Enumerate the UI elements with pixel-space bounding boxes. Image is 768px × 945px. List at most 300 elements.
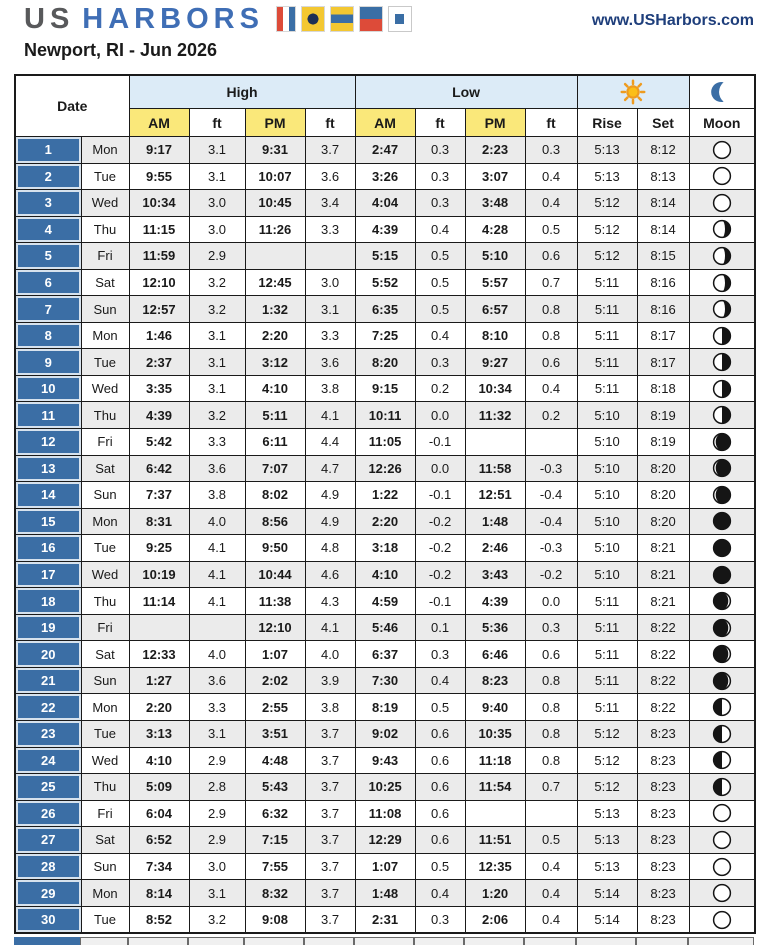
low-am-time: 2:20 <box>355 508 415 535</box>
weekday: Thu <box>81 216 129 243</box>
high-pm-time: 7:55 <box>245 853 305 880</box>
table-row <box>15 641 755 668</box>
low-pm-time: 6:46 <box>465 641 525 668</box>
low-pm-height: 0.5 <box>525 827 577 854</box>
high-am-height: 4.1 <box>189 561 245 588</box>
low-am-time: 11:05 <box>355 429 415 456</box>
crescent-moon-icon <box>690 80 755 104</box>
high-am-time: 12:33 <box>129 641 189 668</box>
moon-phase-icon <box>689 216 755 243</box>
high-pm-time: 6:11 <box>245 429 305 456</box>
high-am-time: 5:09 <box>129 774 189 801</box>
high-pm-ft-header: ft <box>305 109 355 137</box>
sunset-time: 8:23 <box>637 880 689 907</box>
day-number: 20 <box>15 641 81 668</box>
sunset-time: 8:13 <box>637 163 689 190</box>
high-am-height: 3.2 <box>189 269 245 296</box>
high-pm-time: 7:15 <box>245 827 305 854</box>
high-am-height: 3.1 <box>189 322 245 349</box>
low-am-height: 0.5 <box>415 853 465 880</box>
low-pm-height: 0.4 <box>525 375 577 402</box>
weekday: Sat <box>81 269 129 296</box>
table-row <box>15 429 755 456</box>
high-am-height: 4.0 <box>189 508 245 535</box>
high-pm-height <box>305 243 355 270</box>
low-pm-time: 11:54 <box>465 774 525 801</box>
high-pm-height: 3.8 <box>305 375 355 402</box>
table-row <box>15 482 755 509</box>
low-pm-time: 8:10 <box>465 322 525 349</box>
high-am-time: 8:31 <box>129 508 189 535</box>
moon-phase-icon <box>689 641 755 668</box>
high-pm-time: 6:32 <box>245 800 305 827</box>
low-pm-time: 3:48 <box>465 190 525 217</box>
sunrise-time: 5:11 <box>577 375 637 402</box>
high-pm-time: 4:10 <box>245 375 305 402</box>
high-pm-height: 3.7 <box>305 906 355 933</box>
high-am-height: 3.2 <box>189 906 245 933</box>
low-pm-time: 10:35 <box>465 721 525 748</box>
table-row <box>15 296 755 323</box>
low-am-header: AM <box>355 109 415 137</box>
table-row <box>15 906 755 933</box>
sunset-time: 8:23 <box>637 747 689 774</box>
sunset-time: 8:20 <box>637 482 689 509</box>
low-pm-height: 0.3 <box>525 614 577 641</box>
sunset-time: 8:23 <box>637 721 689 748</box>
weekday: Mon <box>81 322 129 349</box>
table-row <box>15 853 755 880</box>
sunset-time: 8:23 <box>637 853 689 880</box>
low-am-height: 0.3 <box>415 641 465 668</box>
day-number: 12 <box>15 429 81 456</box>
low-am-time: 11:08 <box>355 800 415 827</box>
moon-phase-icon <box>689 800 755 827</box>
weekday: Sat <box>81 827 129 854</box>
low-am-height: 0.6 <box>415 747 465 774</box>
low-am-time: 9:43 <box>355 747 415 774</box>
table-row <box>15 614 755 641</box>
low-am-time: 2:47 <box>355 137 415 164</box>
moon-phase-icon <box>689 853 755 880</box>
moon-phase-icon <box>689 402 755 429</box>
day-number: 9 <box>15 349 81 376</box>
high-am-height: 3.1 <box>189 721 245 748</box>
low-pm-height: 0.8 <box>525 694 577 721</box>
cut-off-cell <box>80 937 128 945</box>
high-pm-time: 5:43 <box>245 774 305 801</box>
day-number: 1 <box>15 137 81 164</box>
low-pm-time: 11:18 <box>465 747 525 774</box>
high-am-height: 2.9 <box>189 827 245 854</box>
day-number: 21 <box>15 667 81 694</box>
high-pm-height: 3.7 <box>305 853 355 880</box>
sunrise-header: Rise <box>577 109 637 137</box>
moon-phase-icon <box>689 455 755 482</box>
high-am-time: 6:04 <box>129 800 189 827</box>
high-am-time: 10:34 <box>129 190 189 217</box>
weekday: Wed <box>81 747 129 774</box>
cut-off-cell <box>576 937 636 945</box>
day-number: 16 <box>15 535 81 562</box>
moon-phase-icon <box>689 429 755 456</box>
sunrise-time: 5:11 <box>577 269 637 296</box>
high-pm-time: 4:48 <box>245 747 305 774</box>
weekday: Mon <box>81 508 129 535</box>
moon-phase-icon <box>689 508 755 535</box>
low-am-height: -0.1 <box>415 429 465 456</box>
low-am-time: 9:15 <box>355 375 415 402</box>
day-number: 15 <box>15 508 81 535</box>
weekday: Sun <box>81 853 129 880</box>
day-number: 29 <box>15 880 81 907</box>
high-am-height <box>189 614 245 641</box>
high-am-time: 4:10 <box>129 747 189 774</box>
cut-off-cell <box>464 937 524 945</box>
low-am-time: 6:37 <box>355 641 415 668</box>
low-am-height: 0.6 <box>415 774 465 801</box>
high-pm-height: 3.3 <box>305 216 355 243</box>
high-am-time: 6:52 <box>129 827 189 854</box>
low-am-time: 1:48 <box>355 880 415 907</box>
sunrise-time: 5:14 <box>577 906 637 933</box>
date-column-header: Date <box>15 75 129 137</box>
low-pm-time: 2:06 <box>465 906 525 933</box>
high-pm-height: 3.1 <box>305 296 355 323</box>
low-am-height: 0.3 <box>415 349 465 376</box>
day-number: 14 <box>15 482 81 509</box>
low-pm-time: 9:40 <box>465 694 525 721</box>
low-pm-time: 11:58 <box>465 455 525 482</box>
high-am-header: AM <box>129 109 189 137</box>
table-row <box>15 163 755 190</box>
weekday: Mon <box>81 137 129 164</box>
low-pm-time: 2:46 <box>465 535 525 562</box>
low-pm-time: 5:10 <box>465 243 525 270</box>
day-number: 2 <box>15 163 81 190</box>
high-pm-time: 3:51 <box>245 721 305 748</box>
echo-flag-icon <box>359 6 383 32</box>
low-am-time: 2:31 <box>355 906 415 933</box>
high-am-time: 10:19 <box>129 561 189 588</box>
low-pm-height: 0.4 <box>525 853 577 880</box>
low-am-time: 12:26 <box>355 455 415 482</box>
sunset-time: 8:23 <box>637 827 689 854</box>
table-row <box>15 402 755 429</box>
low-pm-time: 5:57 <box>465 269 525 296</box>
high-am-time: 1:27 <box>129 667 189 694</box>
day-number: 30 <box>15 906 81 933</box>
high-pm-time: 11:38 <box>245 588 305 615</box>
sunrise-time: 5:13 <box>577 163 637 190</box>
high-pm-height: 4.3 <box>305 588 355 615</box>
sunrise-time: 5:10 <box>577 535 637 562</box>
weekday: Fri <box>81 800 129 827</box>
sunset-time: 8:12 <box>637 137 689 164</box>
low-pm-height: -0.2 <box>525 561 577 588</box>
high-pm-time: 5:11 <box>245 402 305 429</box>
high-pm-height: 4.1 <box>305 614 355 641</box>
logo-us-text: US <box>24 3 75 35</box>
low-am-time: 7:30 <box>355 667 415 694</box>
weekday: Fri <box>81 614 129 641</box>
website-link[interactable]: www.USHarbors.com <box>591 12 754 29</box>
high-pm-height: 4.9 <box>305 508 355 535</box>
weekday: Tue <box>81 349 129 376</box>
low-am-height: 0.6 <box>415 800 465 827</box>
high-pm-time: 12:10 <box>245 614 305 641</box>
high-pm-height: 3.7 <box>305 721 355 748</box>
high-pm-time: 10:07 <box>245 163 305 190</box>
high-pm-time: 9:50 <box>245 535 305 562</box>
high-tide-section-header: High <box>129 75 355 109</box>
low-pm-height: -0.3 <box>525 535 577 562</box>
cut-off-cell <box>354 937 414 945</box>
sunrise-time: 5:11 <box>577 641 637 668</box>
weekday: Mon <box>81 880 129 907</box>
weekday: Tue <box>81 906 129 933</box>
high-am-time: 3:13 <box>129 721 189 748</box>
high-am-time: 11:59 <box>129 243 189 270</box>
high-am-height: 3.1 <box>189 137 245 164</box>
sunrise-time: 5:10 <box>577 482 637 509</box>
low-pm-time: 1:20 <box>465 880 525 907</box>
low-am-time: 4:04 <box>355 190 415 217</box>
high-am-time: 3:35 <box>129 375 189 402</box>
table-row <box>15 880 755 907</box>
weekday: Sat <box>81 641 129 668</box>
sun-icon <box>578 79 689 105</box>
weekday: Sun <box>81 296 129 323</box>
day-number: 6 <box>15 269 81 296</box>
table-row <box>15 747 755 774</box>
sunset-time: 8:22 <box>637 694 689 721</box>
low-am-time: 5:15 <box>355 243 415 270</box>
sunset-time: 8:18 <box>637 375 689 402</box>
sunset-time: 8:22 <box>637 667 689 694</box>
low-am-time: 8:20 <box>355 349 415 376</box>
weekday: Thu <box>81 402 129 429</box>
low-pm-height: 0.6 <box>525 641 577 668</box>
high-am-ft-header: ft <box>189 109 245 137</box>
low-am-time: 1:22 <box>355 482 415 509</box>
high-am-height: 4.0 <box>189 641 245 668</box>
high-am-height: 3.3 <box>189 429 245 456</box>
sunset-time: 8:14 <box>637 216 689 243</box>
moon-phase-icon <box>689 243 755 270</box>
high-am-time: 9:25 <box>129 535 189 562</box>
high-am-height: 3.6 <box>189 455 245 482</box>
low-pm-time: 9:27 <box>465 349 525 376</box>
sunset-time: 8:14 <box>637 190 689 217</box>
delta-flag-icon <box>330 6 354 32</box>
weekday: Tue <box>81 721 129 748</box>
sunrise-time: 5:10 <box>577 508 637 535</box>
cut-off-cell <box>414 937 464 945</box>
sunrise-time: 5:12 <box>577 774 637 801</box>
sunrise-time: 5:12 <box>577 216 637 243</box>
low-pm-height: 0.6 <box>525 349 577 376</box>
weekday: Fri <box>81 243 129 270</box>
high-am-height: 3.1 <box>189 375 245 402</box>
low-am-height: -0.2 <box>415 535 465 562</box>
high-pm-height: 3.8 <box>305 694 355 721</box>
high-am-time: 6:42 <box>129 455 189 482</box>
high-pm-height: 3.7 <box>305 800 355 827</box>
moon-phase-icon <box>689 880 755 907</box>
logo-harbors-text: HARBORS <box>82 3 264 35</box>
day-number: 3 <box>15 190 81 217</box>
high-pm-height: 4.6 <box>305 561 355 588</box>
sunset-time: 8:21 <box>637 561 689 588</box>
high-am-time: 1:46 <box>129 322 189 349</box>
low-pm-height: 0.4 <box>525 163 577 190</box>
low-am-time: 4:39 <box>355 216 415 243</box>
sunset-time: 8:17 <box>637 349 689 376</box>
usharbors-wordmark <box>24 3 264 35</box>
low-am-height: 0.5 <box>415 243 465 270</box>
day-number: 17 <box>15 561 81 588</box>
low-am-time: 9:02 <box>355 721 415 748</box>
low-am-time: 1:07 <box>355 853 415 880</box>
low-pm-height: 0.4 <box>525 906 577 933</box>
low-am-time: 5:46 <box>355 614 415 641</box>
moon-phase-icon <box>689 827 755 854</box>
sunrise-time: 5:11 <box>577 667 637 694</box>
high-am-time: 4:39 <box>129 402 189 429</box>
high-pm-height: 3.3 <box>305 322 355 349</box>
table-row <box>15 190 755 217</box>
sunset-time: 8:23 <box>637 906 689 933</box>
low-pm-height: 0.8 <box>525 322 577 349</box>
low-pm-height <box>525 800 577 827</box>
high-am-height: 3.0 <box>189 190 245 217</box>
low-pm-time: 12:35 <box>465 853 525 880</box>
sunrise-time: 5:10 <box>577 429 637 456</box>
high-am-time: 12:57 <box>129 296 189 323</box>
sunset-time: 8:21 <box>637 535 689 562</box>
page-title: Newport, RI - Jun 2026 <box>24 40 218 60</box>
high-pm-time: 1:32 <box>245 296 305 323</box>
table-row <box>15 561 755 588</box>
weekday: Wed <box>81 561 129 588</box>
high-pm-time: 8:02 <box>245 482 305 509</box>
moon-phase-icon <box>689 375 755 402</box>
moon-phase-icon <box>689 614 755 641</box>
high-am-time: 2:37 <box>129 349 189 376</box>
weekday: Tue <box>81 535 129 562</box>
tango-flag-icon <box>276 6 296 32</box>
low-pm-time: 8:23 <box>465 667 525 694</box>
low-pm-time: 3:07 <box>465 163 525 190</box>
high-pm-height: 3.7 <box>305 827 355 854</box>
high-pm-height: 4.8 <box>305 535 355 562</box>
low-am-ft-header: ft <box>415 109 465 137</box>
sunrise-time: 5:11 <box>577 322 637 349</box>
weekday: Sun <box>81 482 129 509</box>
sunrise-time: 5:11 <box>577 614 637 641</box>
sunrise-time: 5:10 <box>577 402 637 429</box>
high-am-height: 3.1 <box>189 163 245 190</box>
low-pm-height: 0.7 <box>525 774 577 801</box>
moon-phase-icon <box>689 322 755 349</box>
table-row <box>15 667 755 694</box>
low-am-height: -0.1 <box>415 588 465 615</box>
high-am-height: 4.1 <box>189 535 245 562</box>
sunrise-time: 5:11 <box>577 694 637 721</box>
day-number: 4 <box>15 216 81 243</box>
low-pm-height: 0.4 <box>525 190 577 217</box>
high-pm-height: 4.7 <box>305 455 355 482</box>
sunset-time: 8:16 <box>637 296 689 323</box>
table-row <box>15 827 755 854</box>
moon-phase-icon <box>689 137 755 164</box>
sunrise-time: 5:12 <box>577 721 637 748</box>
low-pm-height: -0.4 <box>525 482 577 509</box>
table-row <box>15 243 755 270</box>
day-number: 13 <box>15 455 81 482</box>
day-number: 22 <box>15 694 81 721</box>
cut-off-cell <box>244 937 304 945</box>
high-pm-time: 9:31 <box>245 137 305 164</box>
low-am-height: 0.1 <box>415 614 465 641</box>
high-pm-height: 3.7 <box>305 747 355 774</box>
low-pm-height: 0.0 <box>525 588 577 615</box>
high-am-time: 9:17 <box>129 137 189 164</box>
tide-table-body <box>15 137 755 934</box>
low-am-height: 0.6 <box>415 721 465 748</box>
low-am-time: 5:52 <box>355 269 415 296</box>
day-number: 10 <box>15 375 81 402</box>
moon-phase-icon <box>689 747 755 774</box>
high-am-height: 2.9 <box>189 243 245 270</box>
low-am-time: 7:25 <box>355 322 415 349</box>
table-row <box>15 375 755 402</box>
cut-off-cell <box>304 937 354 945</box>
high-am-time <box>129 614 189 641</box>
low-am-height: 0.5 <box>415 296 465 323</box>
low-pm-time: 10:34 <box>465 375 525 402</box>
low-pm-height: -0.4 <box>525 508 577 535</box>
low-pm-time: 4:39 <box>465 588 525 615</box>
high-am-height: 3.8 <box>189 482 245 509</box>
table-row <box>15 349 755 376</box>
low-pm-time: 1:48 <box>465 508 525 535</box>
low-pm-height: 0.6 <box>525 243 577 270</box>
low-pm-time: 3:43 <box>465 561 525 588</box>
sun-section-header <box>577 75 689 109</box>
nautical-signal-flags <box>276 6 412 32</box>
low-am-height: -0.1 <box>415 482 465 509</box>
day-number: 24 <box>15 747 81 774</box>
table-row <box>15 322 755 349</box>
low-am-time: 6:35 <box>355 296 415 323</box>
sunrise-time: 5:13 <box>577 137 637 164</box>
low-am-time: 3:18 <box>355 535 415 562</box>
low-pm-height: 0.2 <box>525 402 577 429</box>
low-am-height: 0.0 <box>415 402 465 429</box>
high-pm-height: 4.0 <box>305 641 355 668</box>
high-am-time: 12:10 <box>129 269 189 296</box>
cut-off-next-row <box>14 937 754 945</box>
low-am-height: 0.2 <box>415 375 465 402</box>
day-number: 23 <box>15 721 81 748</box>
sunrise-time: 5:10 <box>577 455 637 482</box>
weekday: Mon <box>81 694 129 721</box>
table-row <box>15 694 755 721</box>
low-am-time: 4:10 <box>355 561 415 588</box>
low-am-height: 0.5 <box>415 694 465 721</box>
